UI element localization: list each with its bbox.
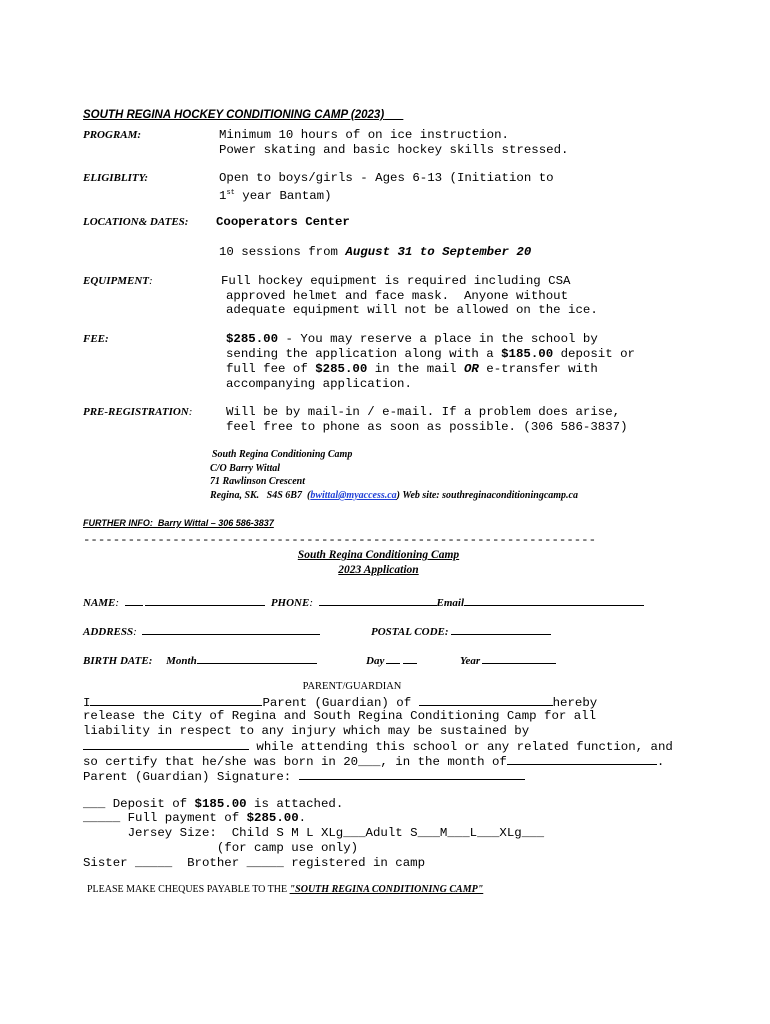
waiver-line-5: so certify that he/she was born in 20___, in the month of . <box>83 755 665 769</box>
eligibility-label: ELIGIBLITY: <box>83 172 148 184</box>
program-line-1: Minimum 10 hours of on ice instruction. <box>219 128 509 142</box>
guardian-name-field[interactable] <box>90 694 262 706</box>
venue-name: Cooperators Center <box>216 215 350 229</box>
fee-line-1: $285.00 - You may reserve a place in the school by <box>226 332 598 346</box>
sessions-line: 10 sessions from August 31 to September 20 <box>219 245 532 259</box>
signature-line: Parent (Guardian) Signature: <box>83 768 525 785</box>
eligibility-line-2: 1st year Bantam) <box>219 189 332 204</box>
name-row: NAME: PHONE: Email <box>83 594 644 609</box>
waiver-heading: PARENT/GUARDIAN <box>302 681 402 692</box>
email-field[interactable] <box>464 594 644 606</box>
birth-year: Year <box>460 652 556 667</box>
camp-mailing-city: Regina, SK. S4S 6B7 (bwittal@myaccess.ca) Web site: southreginaconditioningcamp.ca <box>210 490 578 501</box>
waiver-line-1: I Parent (Guardian) of hereby <box>83 696 598 710</box>
equipment-line-1: Full hockey equipment is required including CSA <box>221 274 571 288</box>
program-label: PROGRAM: <box>83 129 142 141</box>
postal-code-field[interactable] <box>451 623 551 635</box>
signature-field[interactable] <box>299 768 525 780</box>
fee-line-2: sending the application along with a $185.00 deposit or <box>226 347 635 361</box>
phone-field[interactable] <box>319 594 437 606</box>
fee-line-3: full fee of $285.00 in the mail OR e-transfer with <box>226 362 598 376</box>
cheques-note: PLEASE MAKE CHEQUES PAYABLE TO THE "SOUTH REGINA CONDITIONING CAMP" <box>87 884 484 895</box>
birth-year-field[interactable] <box>518 652 556 664</box>
preregistration-line-1: Will be by mail-in / e-mail. If a problem does arise, <box>226 405 621 419</box>
equipment-line-2: approved helmet and face mask. Anyone without <box>226 289 569 303</box>
fee-label: FEE: <box>83 333 109 345</box>
waiver-line-2: release the City of Regina and South Regina Conditioning Camp for all <box>83 709 597 723</box>
application-title: South Regina Conditioning Camp <box>297 549 460 561</box>
birth-day-field[interactable] <box>403 652 417 664</box>
waiver-line-3: liability in respect to any injury which may be sustained by <box>83 724 530 738</box>
child-name-field[interactable] <box>419 694 553 706</box>
equipment-label: EQUIPMENT: <box>83 275 153 287</box>
birth-day: Day <box>366 652 417 667</box>
waiver-line-4: while attending this school or any related function, and <box>83 738 673 755</box>
full-payment-line: _____ Full payment of $285.00. <box>83 811 307 825</box>
further-info: FURTHER INFO: Barry Wittal – 306 586-3837 <box>83 518 274 528</box>
fee-line-4: accompanying application. <box>226 377 412 391</box>
address-row: ADDRESS: <box>83 623 320 638</box>
birth-month-field[interactable] <box>197 652 317 664</box>
eligibility-line-1: Open to boys/girls - Ages 6-13 (Initiation to <box>219 171 554 185</box>
birth-month-certify-field[interactable] <box>507 753 657 765</box>
location-label: LOCATION& DATES: <box>83 216 189 228</box>
camp-mailing-street: 71 Rawlinson Crescent <box>210 476 306 487</box>
preregistration-label: PRE-REGISTRATION: <box>83 406 193 418</box>
jersey-size-line: Jersey Size: Child S M L XLg___Adult S___M___L___XLg___ <box>83 826 545 840</box>
cut-divider: --------------------------------------------------------------------- <box>83 533 597 547</box>
program-line-2: Power skating and basic hockey skills stressed. <box>219 143 569 157</box>
deposit-line: ___ Deposit of $185.00 is attached. <box>83 797 344 811</box>
participant-field[interactable] <box>83 738 249 750</box>
camp-mailing-co: C/O Barry Wittal <box>210 463 281 474</box>
camp-use-line: (for camp use only) <box>83 841 359 855</box>
page-title: SOUTH REGINA HOCKEY CONDITIONING CAMP (2023) <box>83 109 385 121</box>
camp-mailing-name: South Regina Conditioning Camp <box>212 449 353 460</box>
equipment-line-3: adequate equipment will not be allowed on the ice. <box>226 303 598 317</box>
preregistration-line-2: feel free to phone as soon as possible. (306 586-3837) <box>226 420 628 434</box>
siblings-line: Sister _____ Brother _____ registered in camp <box>83 856 426 870</box>
address-field[interactable] <box>154 623 320 635</box>
birth-row: BIRTH DATE: Month <box>83 652 317 667</box>
postal-row: POSTAL CODE: <box>371 623 551 638</box>
email-link[interactable]: bwittal@myaccess.ca <box>310 490 397 501</box>
name-field[interactable] <box>145 594 265 606</box>
application-subtitle: 2023 Application <box>338 564 419 576</box>
